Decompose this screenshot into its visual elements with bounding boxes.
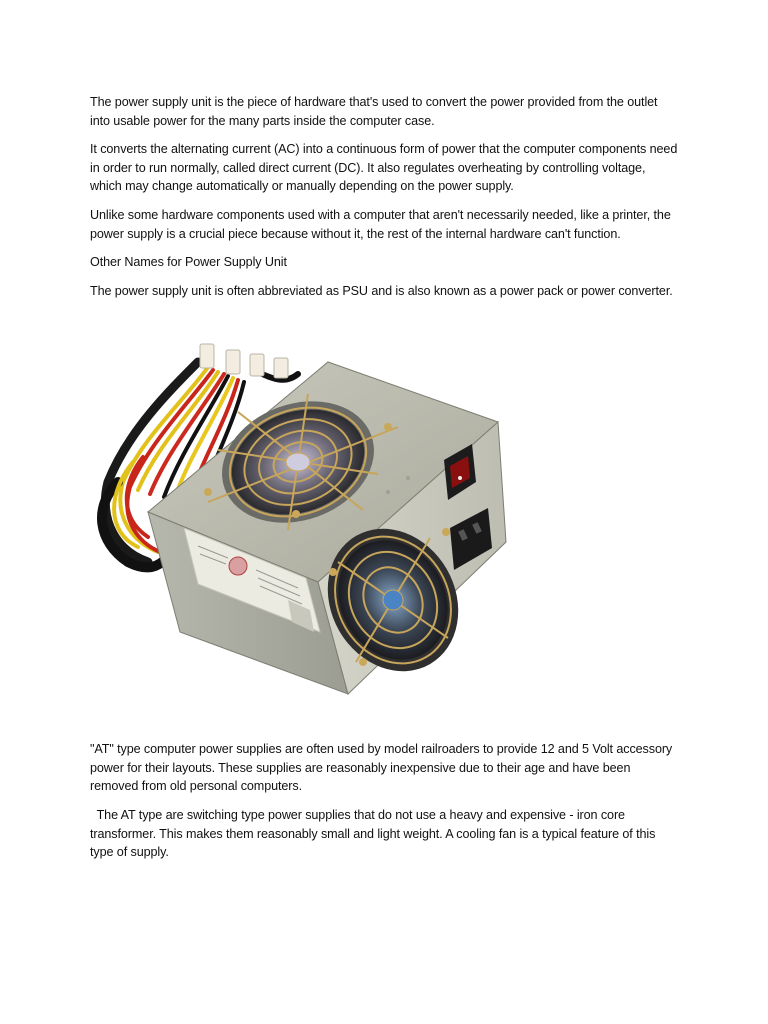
paragraph-ac-dc-conversion: It converts the alternating current (AC) into a continuous form of power that the computer components need in order to run normally, called direct current (DC). It also regulates overheating by controlling voltage, which may change automatically or manually depending on the power supply. [90, 142, 678, 193]
paragraph-at-type-switching: The AT type are switching type power supplies that do not use a heavy and expensive - iron core transformer. This makes them reasonably small and light weight. A cooling fan is a typical feature of this type of supply. [90, 808, 656, 859]
section-heading-other-names: Other Names for Power Supply Unit [90, 255, 287, 269]
power-supply-photo [88, 332, 512, 696]
paragraph-at-type-railroaders: "AT" type computer power supplies are often used by model railroaders to provide 12 and 5 Volt accessory power for their layouts. These supplies are reasonably inexpensive due to their age and have been removed from old personal computers. [90, 742, 673, 793]
paragraph-psu-definition: The power supply unit is the piece of hardware that's used to convert the power provided from the outlet into usable power for the many parts inside the computer case. [90, 95, 658, 128]
paragraph-crucial-component: Unlike some hardware components used with a computer that aren't necessarily needed, like a printer, the power supply is a crucial piece because without it, the rest of the internal hardware can't function. [90, 208, 671, 241]
paragraph-psu-abbreviation: The power supply unit is often abbreviated as PSU and is also known as a power pack or power converter. [90, 284, 673, 298]
